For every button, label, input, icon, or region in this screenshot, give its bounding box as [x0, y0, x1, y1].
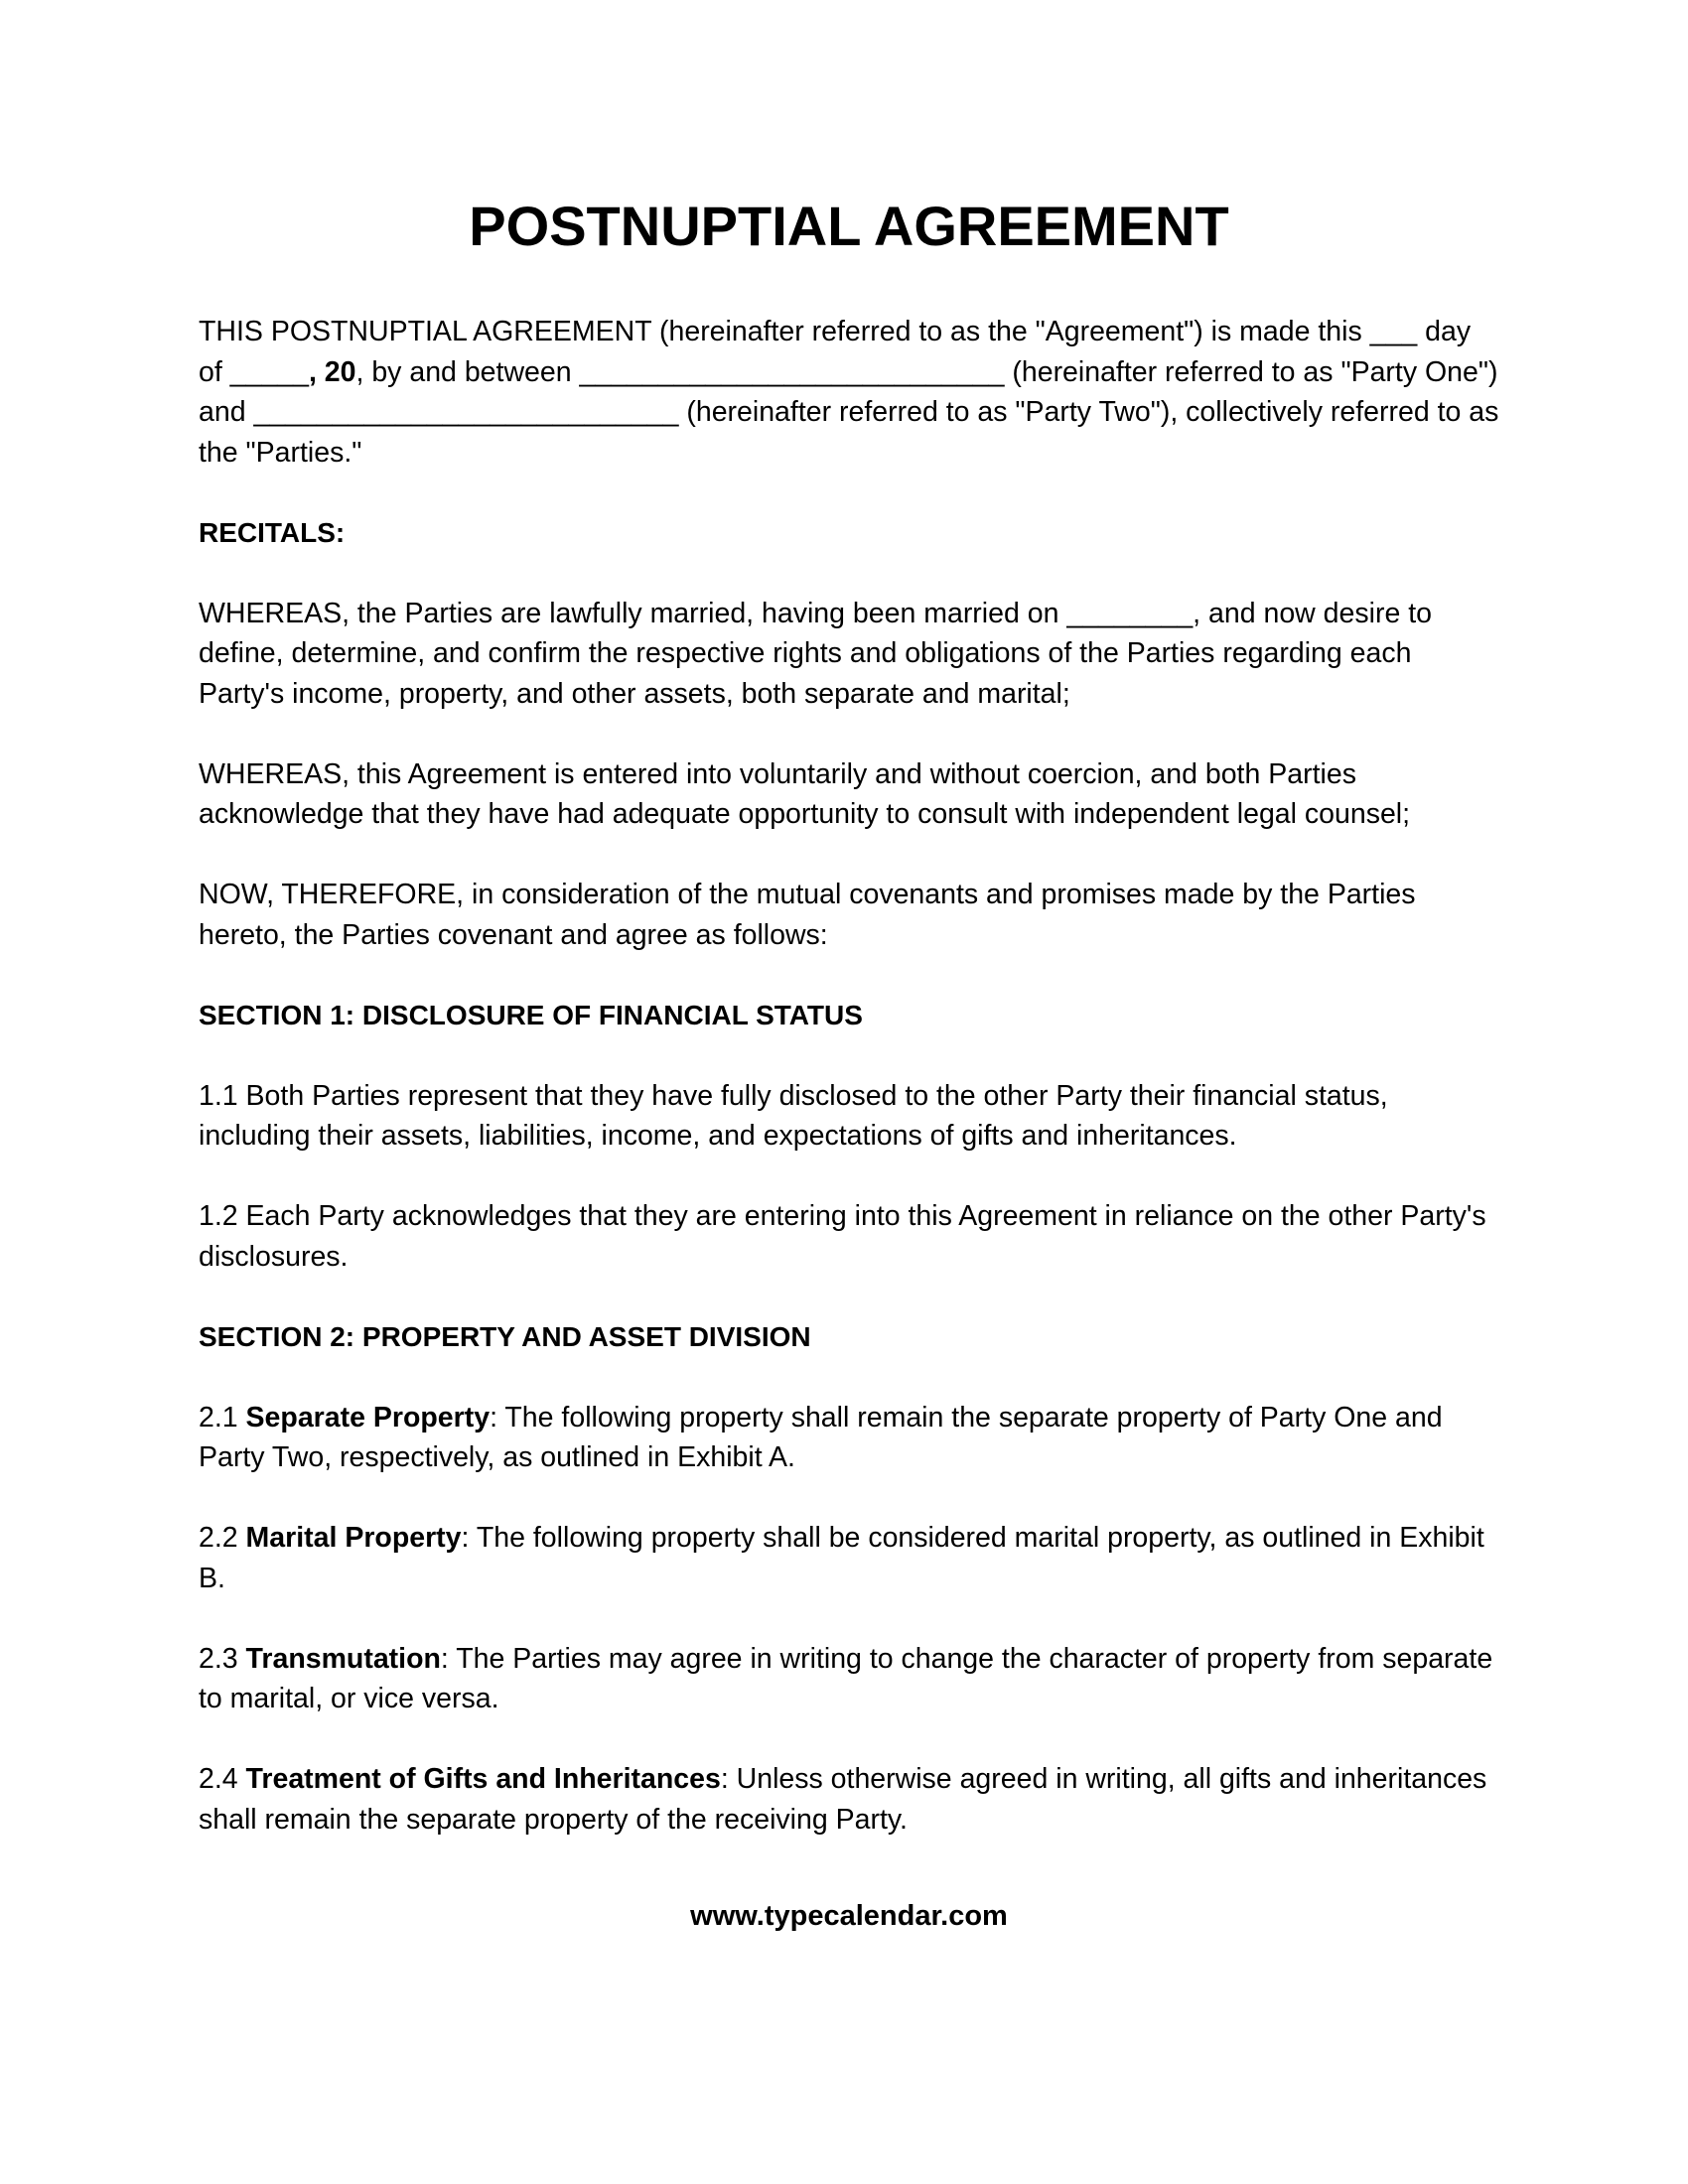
clause-2-4 [199, 1759, 1499, 1840]
clause-text: : Unless otherwise agreed in writing, all gifts and inheritances shall remain the separate property of the receiving Party. [199, 1763, 1487, 1836]
footer-url[interactable]: www.typecalendar.com [690, 1900, 1008, 1932]
section-2-heading: SECTION 2: PROPERTY AND ASSET DIVISION [199, 1320, 811, 1352]
clause-2-1 [199, 1398, 1499, 1478]
intro-text-part2: , by and between ___________________________ (hereinafter referred to as "Party One") and ___________________________ (hereinafter referred to as "Party Two"), collectively referred to as the "Parties." [199, 355, 1499, 469]
recitals-heading: RECITALS: [199, 516, 346, 548]
clause-2-2 [199, 1518, 1499, 1598]
clause-2-3 [199, 1639, 1499, 1719]
clause-text: : The Parties may agree in writing to change the character of property from separate to marital, or vice versa. [199, 1642, 1493, 1714]
intro-text-part1: THIS POSTNUPTIAL AGREEMENT (hereinafter referred to as the "Agreement") is made this ___ day of _____ [199, 316, 1472, 388]
clause-text: : The following property shall be considered marital property, as outlined in Exhibit B. [199, 1522, 1484, 1594]
clause-term: Transmutation [245, 1642, 441, 1675]
intro-paragraph [199, 312, 1499, 473]
clause-number: 2.4 [199, 1763, 246, 1795]
whereas-paragraph-2: WHEREAS, this Agreement is entered into voluntarily and without coercion, and both Parties acknowledge that they have had adequate opportunity to consult with independent legal counsel; [199, 757, 1411, 830]
clause-number: 2.3 [199, 1642, 246, 1675]
now-therefore-paragraph: NOW, THEREFORE, in consideration of the mutual covenants and promises made by the Parties hereto, the Parties covenant and agree as follows: [199, 879, 1416, 951]
clause-number: 2.1 [199, 1401, 246, 1433]
document-title: POSTNUPTIAL AGREEMENT [469, 195, 1229, 257]
clause-term: Separate Property [245, 1401, 491, 1433]
clause-1-2: 1.2 Each Party acknowledges that they are entering into this Agreement in reliance on the other Party's disclosures. [199, 1200, 1486, 1273]
clause-text: : The following property shall remain the separate property of Party One and Party Two, respectively, as outlined in Exhibit A. [199, 1401, 1443, 1473]
clause-term: Marital Property [245, 1522, 462, 1554]
clause-1-1: 1.1 Both Parties represent that they have fully disclosed to the other Party their financial status, including their assets, liabilities, income, and expectations of gifts and inheritances. [199, 1079, 1388, 1152]
document-body [199, 312, 1499, 1880]
clause-term: Treatment of Gifts and Inheritances [245, 1763, 721, 1795]
clause-number: 2.2 [199, 1522, 246, 1554]
whereas-paragraph-1: WHEREAS, the Parties are lawfully married, having been married on ________, and now desire to define, determine, and confirm the respective rights and obligations of the Parties regarding each Party's income, property, and other assets, both separate and marital; [199, 597, 1432, 710]
intro-year-bold: , 20 [308, 355, 356, 388]
section-1-heading: SECTION 1: DISCLOSURE OF FINANCIAL STATUS [199, 999, 863, 1030]
